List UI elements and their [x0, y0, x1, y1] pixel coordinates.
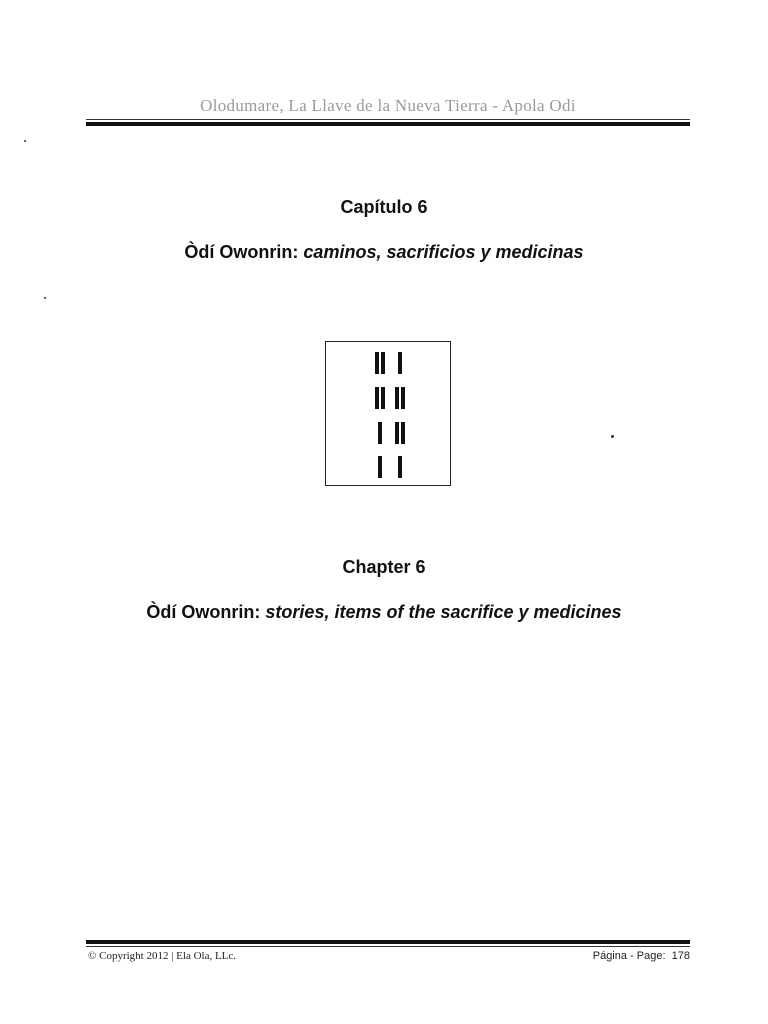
odu-mark-left-1: [378, 456, 382, 478]
scan-speck: [24, 140, 26, 142]
footer-page: [593, 950, 690, 962]
odu-mark-right-1: [398, 352, 402, 374]
footer-rule: [86, 946, 690, 947]
spanish-subtitle: [0, 242, 768, 263]
odu-mark-left-2: [381, 387, 385, 409]
odu-row: [326, 456, 450, 478]
odu-mark-right-1: [395, 422, 399, 444]
odu-row: [326, 352, 450, 374]
english-chapter-heading: Chapter 6: [342, 557, 426, 577]
scan-speck: [44, 297, 46, 299]
spanish-odu-name: Òdí Owonrin: [184, 242, 293, 262]
spanish-separator: :: [292, 242, 304, 262]
footer-copyright: © Copyright 2012 | Ela Ola, LLc.: [88, 950, 237, 962]
odu-mark-right-2: [401, 387, 405, 409]
odu-sign: [325, 341, 451, 486]
odu-mark-right-1: [395, 387, 399, 409]
english-odu-name: Òdí Owonrin: [146, 602, 255, 622]
spanish-chapter-heading: Capítulo 6: [340, 197, 428, 217]
running-header: Olodumare, La Llave de la Nueva Tierra - Apola Odi: [200, 96, 576, 115]
header-rule-thick: [86, 122, 690, 126]
scan-speck: [611, 435, 614, 438]
odu-mark-left-1: [375, 387, 379, 409]
footer-rule-thick: [86, 940, 690, 944]
english-subtitle-text: stories, items of the sacrifice y medicines: [265, 602, 622, 622]
odu-mark-left-1: [378, 422, 382, 444]
page-label: Página - Page:: [592, 950, 666, 962]
odu-row: [326, 422, 450, 444]
odu-mark-left-2: [381, 352, 385, 374]
english-separator: :: [254, 602, 266, 622]
page-number: 178: [671, 950, 690, 962]
header-rule: [86, 119, 690, 120]
spanish-subtitle-text: caminos, sacrificios y medicinas: [303, 242, 584, 262]
english-subtitle: [0, 602, 768, 623]
odu-mark-right-1: [398, 456, 402, 478]
odu-mark-right-2: [401, 422, 405, 444]
odu-row: [326, 387, 450, 409]
odu-mark-left-1: [375, 352, 379, 374]
